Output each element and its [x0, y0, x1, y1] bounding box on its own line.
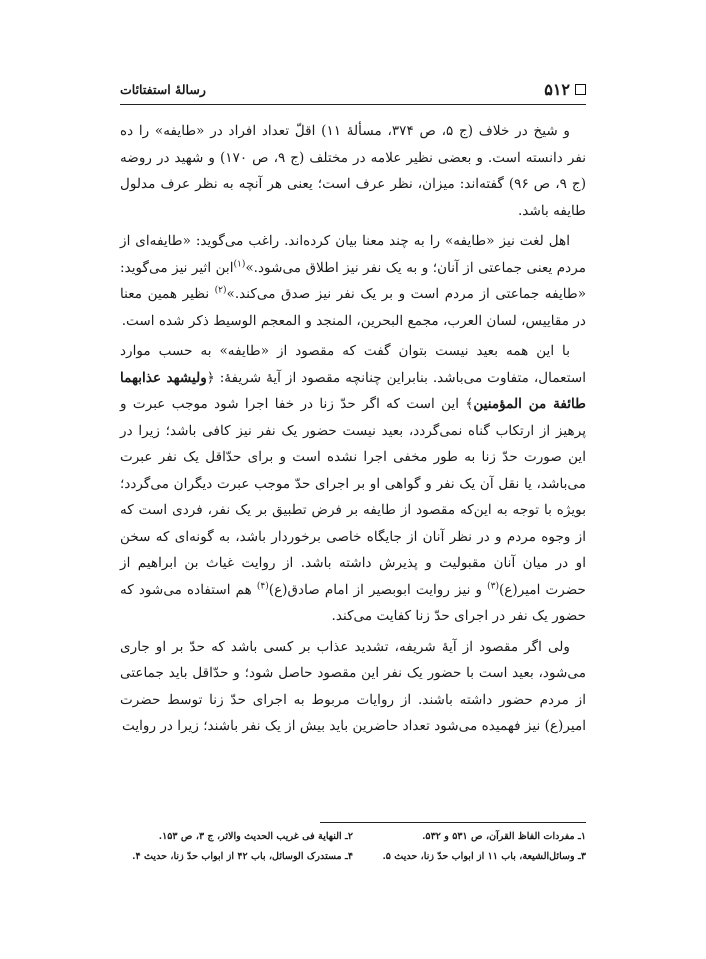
text-run: ﴾ این است که اگر حدّ زنا در خفا اجرا شود موجب عبرت و پرهیز از ارتکاب گناه نمی‌گردد، بعید نیست حضور یک نفر نیز کافی باشد؛ زیرا در این صورت حدّ زنا به طور مخفی اجرا نشده است و برای حدّاقل یک نفر عبرت می‌باشد، یا نقل آن یک نفر و گواهی او بر اجرای حدّ موجب عبرت دیگران می‌گردد؛ بویژه با توجه به این‌که مقصود از طایفه بر فرض تطبیق بر یک نفر، فردی است که از وجوه مردم و در نظر آنان از جایگاه خاصی برخوردار باشد، به گونه‌ای که سخن او در میان آنان مقبولیت و پذیرش داشته باشد. از روایت غیاث بن ابراهیم از حضرت امیر(ع) — [120, 396, 586, 598]
text-run: و شیخ در خلاف (ج ۵، ص ۳۷۴، مسألهٔ ۱۱) اقلّ تعداد افراد در «طایفه» را ده نفر دانسته است. و بعضی نظیر علامه در مختلف (ج ۹، ص ۱۷۰) و شهید در روضه (ج ۹، ص ۹۶) گفته‌اند: میزان، نظر عرف است؛ یعنی هر آنچه به نظر عرف مدلول طایفه باشد. — [120, 123, 587, 219]
text-run: اهل لغت نیز «طایفه» را به چند معنا بیان کرده‌اند. راغب می‌گوید: «طایفه‌ای از مردم یعنی جماعتی از آنان؛ و به یک نفر نیز اطلاق می‌شود.» — [120, 233, 586, 276]
footnote-rule — [320, 822, 586, 823]
text-run: ولی اگر مقصود از آیهٔ شریفه، تشدید عذاب بر کسی باشد که حدّ بر او جاری می‌شود، بعید است با حضور یک نفر این مقصود حاصل شود؛ و حدّاقل باید جماعتی از مردم حضور داشته باشند. از روایات مربوط به اجرای حدّ زنا توسط حضرت امیر(ع) نیز فهمیده می‌شود تعداد حاضرین باید بیش از یک نفر باشند؛ زیرا در روایت — [120, 638, 586, 734]
page-number: ۵۱۲ — [544, 79, 570, 99]
footnote-ref: (۲) — [214, 285, 227, 296]
header-rule — [120, 104, 586, 105]
footnote-4: ۴ـ مستدرک الوسائل، باب ۴۲ از ابواب حدّ زنا، حدیث ۴. — [132, 851, 353, 862]
text-run: و نیز روایت ابوبصیر از امام صادق(ع) — [268, 581, 488, 598]
footnote-1: ۱ـ مفردات الفاظ القرآن، ص ۵۳۱ و ۵۳۲. — [422, 831, 586, 842]
paragraph — [120, 338, 586, 630]
text-run: نظیر همین معنا در مقاییس، لسان العرب، مجمع البحرین، المنجد و المعجم الوسیط ذکر شده است. — [120, 286, 586, 329]
footnotes — [120, 829, 586, 865]
paragraph — [120, 118, 586, 224]
text-run: هم استفاده می‌شود که حضور یک نفر در اجرای حدّ زنا کفایت می‌کند. — [120, 581, 586, 624]
page-number-block — [544, 80, 586, 99]
paragraph — [120, 228, 586, 334]
footnote-2: ۲ـ النهایة فی غریب الحدیث والاثر، ج ۳، ص ۱۵۳. — [158, 831, 353, 842]
square-bullet-icon — [575, 84, 586, 95]
running-title: رسالهٔ استفتائات — [120, 81, 206, 97]
quran-quote: ولیشهد عذابهما طائفة من المؤمنین — [120, 369, 586, 412]
text-run: با این همه بعید نیست بتوان گفت که مقصود از «طایفه» به حسب موارد استعمال، متفاوت می‌باشد. بنابراین چنانچه مقصود از آیهٔ شریفهٔ: ﴿ — [120, 343, 586, 386]
page-header — [120, 78, 586, 100]
footnote-ref: (۳) — [487, 580, 499, 591]
footnote-3: ۳ـ وسائل‌الشیعة، باب ۱۱ از ابواب حدّ زنا، حدیث ۵. — [382, 851, 586, 862]
paragraph — [120, 634, 586, 740]
footnote-ref: (۱) — [233, 258, 246, 269]
main-text — [120, 118, 586, 744]
text-run: ابن اثیر نیز می‌گوید: «طایفه جماعتی از مردم است و بر یک نفر نیز صدق می‌کند.» — [120, 259, 587, 302]
footnote-ref: (۴) — [256, 580, 269, 591]
